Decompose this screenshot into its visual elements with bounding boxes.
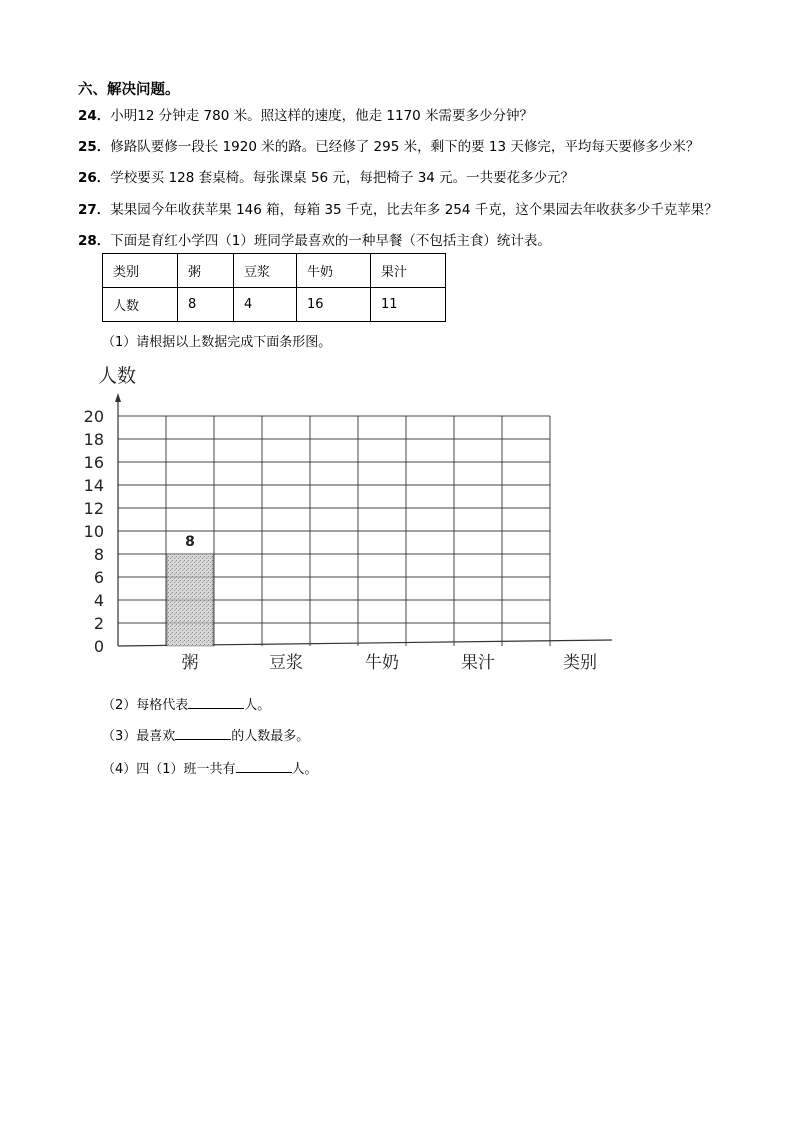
- q4-text-before: （4）四（1）班一共有: [102, 762, 236, 777]
- question-text: 学校要买 128 套桌椅。每张课桌 56 元，每把椅子 34 元。一共要花多少元？: [110, 170, 575, 186]
- y-tick-label: 12: [83, 499, 104, 518]
- y-axis-label: 人数: [98, 365, 137, 387]
- sub-question-2: [102, 694, 270, 713]
- y-tick-label: 2: [93, 614, 104, 633]
- answer-blank[interactable]: [175, 726, 231, 740]
- table-header-cell: 类别: [103, 254, 178, 288]
- answer-blank[interactable]: [236, 759, 292, 773]
- question-number: 24．: [78, 108, 111, 124]
- table-header-cell: 果汁: [371, 254, 446, 288]
- x-category-label: 豆浆: [269, 653, 303, 673]
- y-tick-label: 4: [93, 591, 104, 610]
- x-axis-label: 类别: [563, 653, 597, 673]
- x-category-label: 果汁: [461, 653, 495, 673]
- y-tick-label: 0: [93, 637, 104, 656]
- sub-question-4: [102, 758, 318, 777]
- question-number: 28．: [78, 233, 111, 249]
- question-number: 25．: [78, 139, 111, 155]
- table-cell: 11: [371, 288, 446, 322]
- q2-text-after: 人。: [244, 698, 271, 713]
- question-text: 下面是育红小学四（1）班同学最喜欢的一种早餐（不包括主食）统计表。: [110, 233, 551, 249]
- sub-question-3: [102, 725, 309, 744]
- table-cell: 8: [178, 288, 234, 322]
- x-category-label: 牛奶: [365, 653, 399, 673]
- bar-data-label: 8: [185, 534, 195, 550]
- table-cell: 人数: [103, 288, 178, 322]
- y-tick-label: 18: [83, 430, 104, 449]
- q3-text-after: 的人数最多。: [231, 729, 310, 744]
- q3-text-before: （3）最喜欢: [102, 729, 176, 744]
- chart-labels: [84, 365, 597, 673]
- y-axis-arrow: [115, 393, 121, 402]
- sub-question-1: （1）请根据以上数据完成下面条形图。: [102, 335, 332, 350]
- q4-text-after: 人。: [291, 762, 318, 777]
- table-cell: 4: [234, 288, 297, 322]
- q2-text-before: （2）每格代表: [102, 698, 189, 713]
- question-text: 修路队要修一段长 1920 米的路。已经修了 295 米，剩下的要 13 天修完，平均每天要修多少米？: [110, 139, 700, 155]
- table-cell: 16: [297, 288, 371, 322]
- table-header-cell: 牛奶: [297, 254, 371, 288]
- section-title: 六、解决问题。: [78, 82, 180, 98]
- y-tick-label: 20: [83, 407, 104, 426]
- question-number: 26．: [78, 170, 111, 186]
- y-tick-label: 6: [93, 568, 104, 587]
- answer-blank[interactable]: [188, 695, 244, 709]
- y-tick-label: 8: [93, 545, 104, 564]
- table-header-cell: 豆浆: [234, 254, 297, 288]
- y-tick-label: 16: [83, 453, 104, 472]
- question-text: 某果园今年收获苹果 146 箱，每箱 35 千克，比去年多 254 千克，这个果园去年收获多少千克苹果？: [110, 202, 718, 218]
- question-number: 27．: [78, 202, 111, 218]
- y-tick-label: 14: [83, 476, 104, 495]
- y-tick-label: 10: [83, 522, 104, 541]
- x-category-label: 粥: [181, 653, 199, 673]
- question-text: 小明12 分钟走 780 米。照这样的速度，他走 1170 米需要多少分钟？: [110, 108, 534, 124]
- table-header-cell: 粥: [178, 254, 234, 288]
- chart-bars: [167, 554, 213, 646]
